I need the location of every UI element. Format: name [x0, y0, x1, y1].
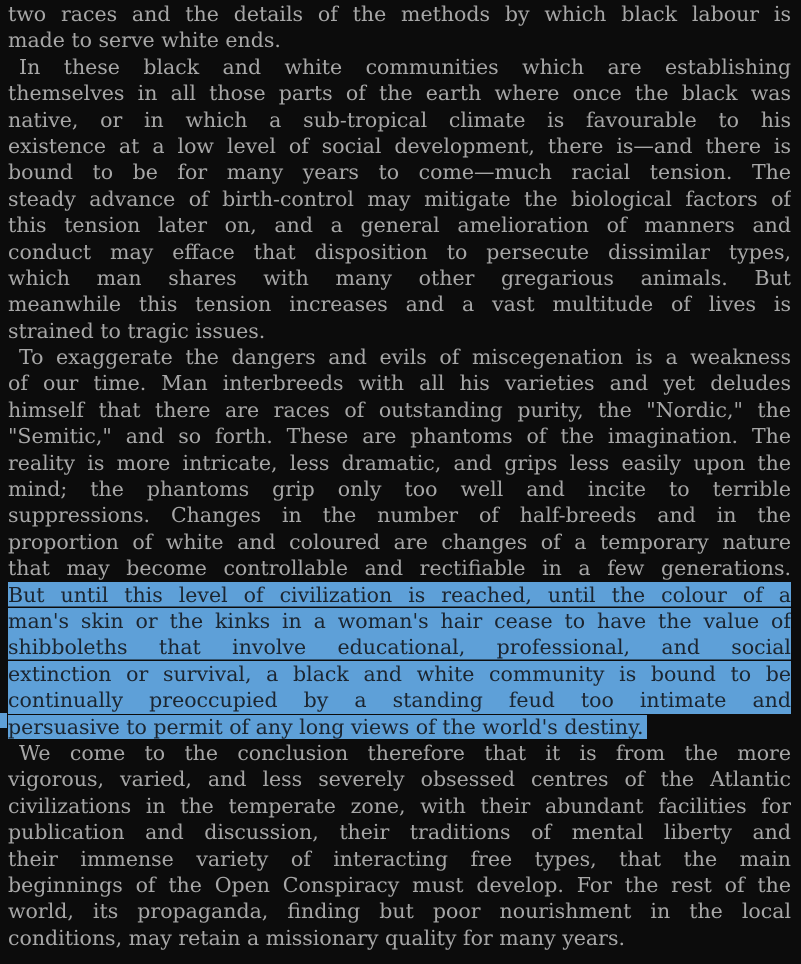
text-line: that may become controllable and rectifiable in a few generations. — [8, 556, 791, 581]
text-line: publication and discussion, their traditions of mental liberty and — [8, 820, 791, 845]
text-line: bound to be for many years to come—much racial tension. The — [8, 160, 791, 185]
text-line: "Semitic," and so forth. These are phantoms of the imagination. The — [8, 424, 791, 449]
text-line: civilizations in the temperate zone, with their abundant facilities for — [8, 793, 791, 818]
text-line: which man shares with many other gregarious animals. But — [8, 265, 791, 290]
text-line: We come to the conclusion therefore that it is from the more — [19, 740, 791, 765]
paragraph — [8, 54, 791, 344]
highlighted-text-line[interactable]: continually preoccupied by a standing feud too intimate and — [8, 688, 791, 713]
text-line: proportion of white and coloured are changes of a temporary nature — [8, 529, 791, 554]
highlighted-text-line[interactable] — [8, 714, 791, 740]
highlighted-text-line[interactable]: shibboleths that involve educational, professional, and social — [8, 635, 791, 660]
text-line: world, its propaganda, finding but poor nourishment in the local — [8, 899, 791, 924]
text-line: conduct may efface that disposition to persecute dissimilar types, — [8, 239, 791, 264]
highlight-segment[interactable]: persuasive to permit of any long views of the world's destiny. — [8, 715, 647, 739]
paragraph — [8, 1, 791, 54]
highlighted-text-line[interactable]: But until this level of civilization is reached, until the colour of a — [8, 582, 791, 607]
text-line: strained to tragic issues. — [8, 318, 266, 343]
text-line: existence at a low level of social development, there is—and there is — [8, 133, 791, 158]
text-column — [8, 1, 791, 951]
text-line: To exaggerate the dangers and evils of miscegenation is a weakness — [19, 345, 791, 370]
text-line: of our time. Man interbreeds with all his varieties and yet deludes — [8, 371, 791, 396]
text-line: steady advance of birth-control may mitigate the biological factors of — [8, 186, 791, 211]
text-line: two races and the details of the methods by which black labour is — [8, 2, 791, 26]
text-line: native, or in which a sub-tropical climate is favourable to his — [8, 107, 791, 132]
text-line: mind; the phantoms grip only too well and incite to terrible — [8, 477, 791, 502]
text-line: themselves in all those parts of the earth where once the black was — [8, 81, 791, 106]
text-line: this tension later on, and a general amelioration of manners and — [8, 213, 791, 238]
text-line: conditions, may retain a missionary quality for many years. — [8, 925, 625, 950]
text-line: suppressions. Changes in the number of half-breeds and in the — [8, 503, 791, 528]
highlighted-text-line[interactable]: extinction or survival, a black and white community is bound to be — [8, 661, 791, 686]
text-line: In these black and white communities which are establishing — [19, 54, 791, 79]
text-line: reality is more intricate, less dramatic, and grips less easily upon the — [8, 450, 791, 475]
text-line: vigorous, varied, and less severely obsessed centres of the Atlantic — [8, 767, 791, 792]
text-line: himself that there are races of outstanding purity, the "Nordic," the — [8, 397, 791, 422]
text-line: beginnings of the Open Conspiracy must develop. For the rest of the — [8, 872, 791, 897]
selection-handle[interactable] — [0, 713, 7, 728]
text-line: meanwhile this tension increases and a vast multitude of lives is — [8, 292, 791, 317]
paragraph — [8, 740, 791, 951]
text-line: made to serve white ends. — [8, 28, 281, 53]
paragraph — [8, 344, 791, 740]
highlighted-text-line[interactable]: man's skin or the kinks in a woman's hair cease to have the value of — [8, 608, 791, 633]
text-line: their immense variety of interacting free types, that the main — [8, 846, 791, 871]
